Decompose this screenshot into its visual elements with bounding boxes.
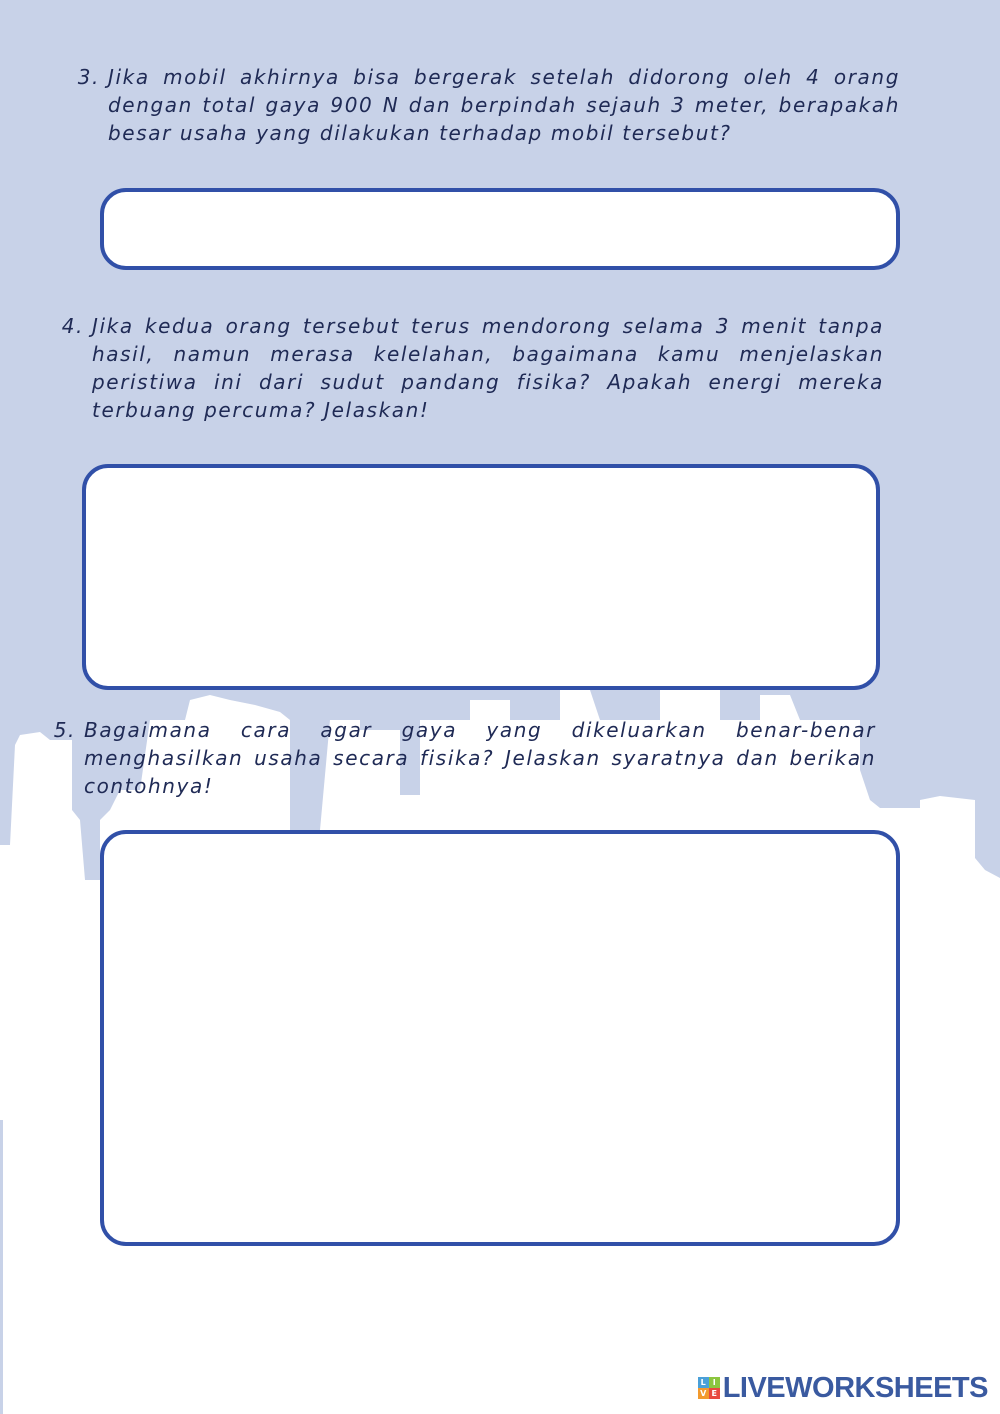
- question-3: [77, 63, 900, 147]
- logo-letter-e: E: [709, 1388, 720, 1399]
- question-text: Bagaimana cara agar gaya yang dikeluarkan benar-benar menghasilkan usaha secara fisika? Jelaskan syaratnya dan berikan contohnya!: [84, 718, 876, 798]
- question-number: 4.: [61, 314, 84, 338]
- question-text: Jika kedua orang tersebut terus mendorong selama 3 menit tanpa hasil, namun merasa kelelahan, bagaimana kamu menjelaskan peristiwa ini dari sudut pandang fisika? Apakah energi mereka terbuang percuma? Jelaskan!: [92, 314, 884, 422]
- question-5: [53, 716, 876, 800]
- question-number: 5.: [53, 718, 76, 742]
- liveworksheets-brand[interactable]: [698, 1370, 988, 1406]
- logo-letter-i: I: [709, 1377, 720, 1388]
- question-text: Jika mobil akhirnya bisa bergerak setelah didorong oleh 4 orang dengan total gaya 900 N dan berpindah sejauh 3 meter, berapakah besar usaha yang dilakukan terhadap mobil tersebut?: [108, 65, 900, 145]
- answer-box-4[interactable]: [82, 464, 880, 690]
- answer-box-3[interactable]: [100, 188, 900, 270]
- brand-name: LIVEWORKSHEETS: [722, 1371, 988, 1404]
- logo-letter-v: V: [698, 1388, 709, 1399]
- answer-box-5[interactable]: [100, 830, 900, 1246]
- logo-letter-l: L: [698, 1377, 709, 1388]
- question-4: [61, 312, 884, 424]
- liveworksheets-logo-icon: [698, 1377, 720, 1399]
- question-number: 3.: [77, 65, 100, 89]
